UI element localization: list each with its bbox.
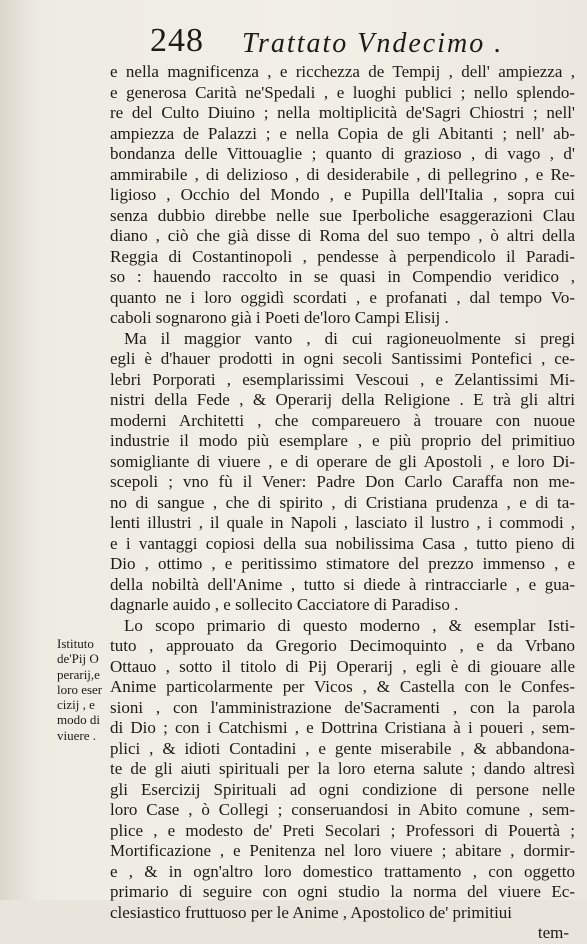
text-line: quanto ne i loro oggidì scordati , e profanati , dal tempo Vo- [110, 287, 575, 307]
text-line: e nella magnificenza , e ricchezza de Tempij , dell' ampiezza , [110, 62, 575, 81]
text-line: industrie il modo più esemplare , e più proprio del primitiuo [110, 431, 575, 450]
text-line: so : hauendo raccolto in se quasi in Compendio veridico , [110, 267, 575, 286]
text-line: egli è d'hauer prodotti in ogni secoli Santissimi Pontefici , ce- [110, 349, 575, 368]
text-line: moderni Architetti , che compareuero à trouare con nuoue [110, 410, 575, 430]
text-line: dagnarle auido , e sollecito Cacciatore di Paradiso . [110, 595, 459, 614]
marginal-note-line: cizij , e [57, 697, 95, 713]
marginal-note [57, 636, 113, 743]
text-line: lebri Porporati , esemplarissimi Vescoui , e Zelantissimi Mi- [110, 369, 575, 389]
text-line: no di sangue , che di spirito , di Cristiana prudenza , e di ta- [110, 492, 575, 512]
text-line: ammirabile , di delizioso , di desiderabile , di pellegrino , e Re- [110, 164, 575, 184]
text-line: scepoli ; vno fù il Vener: Padre Don Carlo Caraffa non me- [110, 472, 575, 491]
paragraph [110, 329, 575, 616]
page-header [150, 22, 570, 62]
text-line: e generosa Carità ne'Spedali , e luoghi publici ; nello splendo- [110, 82, 575, 102]
text-line: diano , ciò che già disse di Roma del suo tempo , ò altri della [110, 226, 575, 245]
text-line: ampiezza de Palazzi ; e nella Copia de gli Abitanti ; nell' ab- [110, 123, 575, 143]
marginal-note-line: perarij,e [57, 666, 100, 682]
marginal-note-line: Istituto [57, 636, 94, 651]
text-line: Ma il maggior vanto , di cui ragioneuolmente si pregi [124, 328, 575, 348]
page-number: 248 [150, 22, 204, 59]
text-line: ligioso , Occhio del Mondo , e Pupilla dell'Italia , sopra cui [110, 185, 575, 204]
text-line: e , & in ogn'altro loro domestico trattamento , con oggetto [110, 861, 575, 881]
text-line: primario di seguire con ogni studio la norma del viuere Ec- [110, 882, 575, 901]
text-line: Dio , ottimo , e peritissimo stimatore del prezzo immenso , e [110, 554, 575, 573]
marginal-note-line: de'Pij O [57, 651, 99, 667]
text-line: della nobiltà dell'Anime , tutto si diede à rintracciarle , e gua- [110, 574, 575, 594]
text-line: Lo scopo primario di questo moderno , & esemplar Isti- [124, 615, 575, 635]
text-line: plici , & idioti Contadini , e gente miserabile , & abbandona- [110, 738, 575, 758]
text-line: somigliante di viuere , e di operare de gli Apostoli , e loro Di- [110, 451, 575, 471]
text-line: Ottauo , sotto il titolo di Pij Operarij , egli è di giouare alle [110, 656, 575, 676]
text-line: Reggia di Costantinopoli , pendesse à perpendicolo il Paradi- [110, 246, 575, 266]
text-line: plice , e modesto de' Preti Secolari ; Professori di Pouertà ; [110, 820, 575, 840]
text-line: Anime particolarmente per Vicos , & Castella con le Confes- [110, 677, 575, 696]
marginal-note-line: loro eser [57, 681, 103, 697]
marginal-note-line: modo di [57, 712, 100, 728]
text-line: tuto , approuato da Gregorio Decimoquinto , e da Vrbano [110, 636, 575, 655]
text-line: sioni , con l'amministrazione de'Sacramenti , con la parola [110, 697, 575, 717]
marginal-note-line: viuere . [57, 727, 96, 743]
text-line: clesiastico fruttuoso per le Anime , Apostolico de' primitiui [110, 902, 513, 922]
running-title: Trattato Vndecimo . [242, 28, 504, 59]
paragraph [110, 616, 575, 924]
text-line: Mortificazione , e Penitenza nel loro viuere ; abitare , dormir- [110, 841, 575, 860]
paragraph [110, 62, 575, 329]
body-text [110, 62, 575, 944]
text-line: nistri della Fede , & Operarij della Religione . E trà gli altri [110, 390, 575, 409]
text-line: e i vantaggi copiosi della sua nobilissima Casa , tutto pieno di [110, 533, 575, 553]
text-line: te de gli aiuti spirituali per la loro eterna salute ; dando altresì [110, 759, 575, 778]
catchword: tem- [537, 923, 569, 942]
text-line: loro Case , ò Collegi ; conseruandosi in Abito comune , sem- [110, 800, 575, 819]
text-line: caboli sognarono già i Poeti de'loro Campi Elisij . [110, 308, 449, 327]
text-line: bondanza delle Vittouaglie ; quanto di grazioso , di vago , d' [110, 144, 575, 163]
text-line: lenti illustri , il quale in Napoli , lasciato il lustro , i commodi , [110, 513, 575, 532]
text-line: senza dubbio direbbe nelle sue Iperboliche esaggerazioni Clau [110, 205, 575, 225]
text-line: di Dio ; con i Catchismi , e Dottrina Cristiana à i poueri , sem- [110, 718, 575, 737]
text-line: gli Esercizij Spirituali ad ogni condizione di persone nelle [110, 779, 575, 799]
text-line: re del Culto Diuino ; nella moltiplicità de'Sagri Chiostri ; nell' [110, 103, 575, 122]
